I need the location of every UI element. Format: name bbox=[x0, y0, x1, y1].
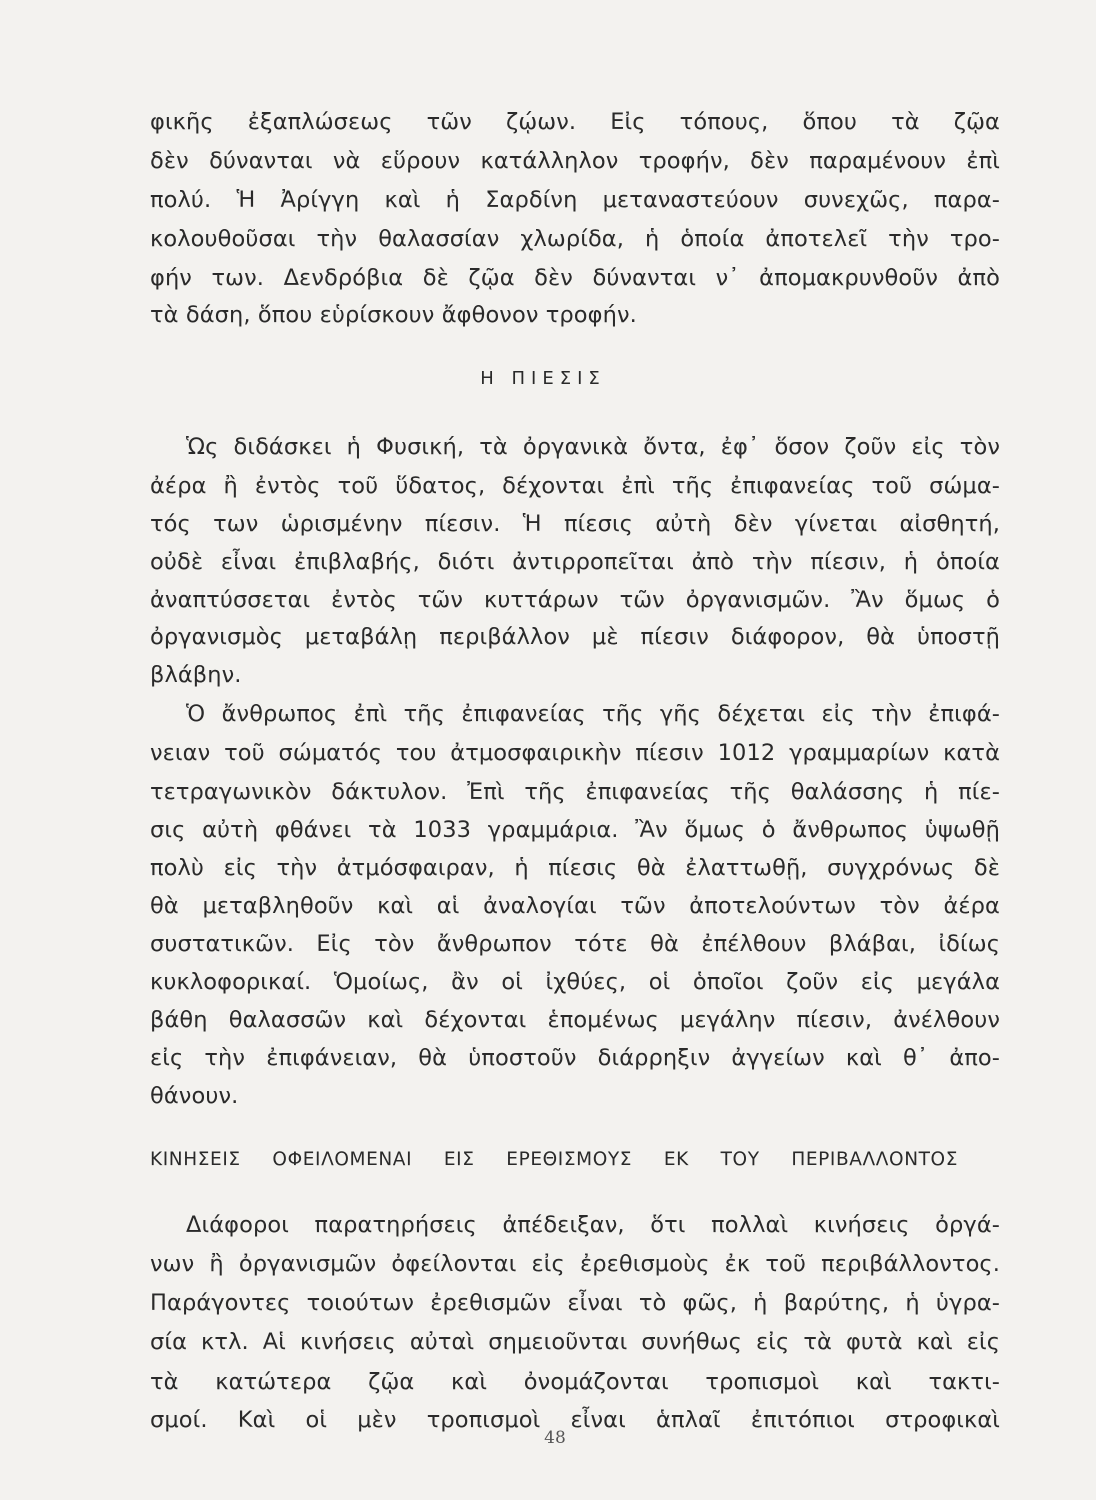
text-line: νων ἢ ὀργανισμῶν ὀφείλονται εἰς ἐρεθισμοὺς ἐκ τοῦ περιβάλλοντος. bbox=[150, 1251, 1000, 1277]
text-line: συστατικῶν. Εἰς τὸν ἄνθρωπον τότε θὰ ἐπέλθουν βλάβαι, ἰδίως bbox=[150, 931, 1000, 957]
text-line: Ὁ ἄνθρωπος ἐπὶ τῆς ἐπιφανείας τῆς γῆς δέχεται εἰς τὴν ἐπιφά- bbox=[186, 701, 1000, 727]
text-line: εἰς τὴν ἐπιφάνειαν, θὰ ὑποστοῦν διάρρηξιν ἀγγείων καὶ θ᾿ ἀπο- bbox=[150, 1045, 1000, 1071]
text-line: φήν των. Δενδρόβια δὲ ζῷα δὲν δύνανται ν᾿ ἀπομακρυνθοῦν ἀπὸ bbox=[150, 265, 1000, 291]
text-line: τὰ κατώτερα ζῷα καὶ ὀνομάζονται τροπισμοὶ καὶ τακτι- bbox=[150, 1369, 1000, 1395]
text-line: βλάβην. bbox=[150, 662, 242, 688]
text-line: τός των ὡρισμένην πίεσιν. Ἡ πίεσις αὐτὴ δὲν γίνεται αἰσθητή, bbox=[150, 511, 1000, 537]
text-line: βάθη θαλασσῶν καὶ δέχονται ἑπομένως μεγάλην πίεσιν, ἀνέλθουν bbox=[150, 1007, 1000, 1033]
text-line: φικῆς ἐξαπλώσεως τῶν ζῴων. Εἰς τόπους, ὅπου τὰ ζῷα bbox=[150, 109, 1000, 135]
text-line: σία κτλ. Αἱ κινήσεις αὐταὶ σημειοῦνται συνήθως εἰς τὰ φυτὰ καὶ εἰς bbox=[150, 1329, 1000, 1355]
page-number: 48 bbox=[544, 1428, 566, 1448]
section-heading: Η ΠΙΕΣΙΣ bbox=[480, 368, 606, 389]
text-line: σμοί. Καὶ οἱ μὲν τροπισμοὶ εἶναι ἁπλαῖ ἐπιτόπιοι στροφικαὶ bbox=[150, 1407, 1000, 1433]
text-line: πολύ. Ἡ Ἀρίγγη καὶ ἡ Σαρδίνη μεταναστεύουν συνεχῶς, παρα- bbox=[150, 187, 1000, 213]
text-line: ἀναπτύσσεται ἐντὸς τῶν κυττάρων τῶν ὀργανισμῶν. Ἂν ὅμως ὁ bbox=[150, 587, 1000, 613]
text-line: ἀέρα ἢ ἐντὸς τοῦ ὕδατος, δέχονται ἐπὶ τῆς ἐπιφανείας τοῦ σώμα- bbox=[150, 473, 1000, 499]
text-line: Ὡς διδάσκει ἡ Φυσική, τὰ ὀργανικὰ ὄντα, ἐφ᾿ ὅσον ζοῦν εἰς τὸν bbox=[186, 434, 1000, 460]
text-line: πολὺ εἰς τὴν ἀτμόσφαιραν, ἡ πίεσις θὰ ἐλαττωθῇ, συγχρόνως δὲ bbox=[150, 855, 1000, 881]
text-line: τὰ δάση, ὅπου εὑρίσκουν ἄφθονον τροφήν. bbox=[150, 302, 637, 328]
text-line: οὐδὲ εἶναι ἐπιβλαβής, διότι ἀντιρροπεῖται ἀπὸ τὴν πίεσιν, ἡ ὁποία bbox=[150, 549, 1000, 575]
text-line: θὰ μεταβληθοῦν καὶ αἱ ἀναλογίαι τῶν ἀποτελούντων τὸν ἀέρα bbox=[150, 893, 1000, 919]
text-line: κολουθοῦσαι τὴν θαλασσίαν χλωρίδα, ἡ ὁποία ἀποτελεῖ τὴν τρο- bbox=[150, 226, 1000, 252]
text-line: Παράγοντες τοιούτων ἐρεθισμῶν εἶναι τὸ φῶς, ἡ βαρύτης, ἡ ὑγρα- bbox=[150, 1290, 1000, 1316]
text-line: νειαν τοῦ σώματός του ἀτμοσφαιρικὴν πίεσιν 1012 γραμμαρίων κατὰ bbox=[150, 740, 1000, 766]
text-line: σις αὐτὴ φθάνει τὰ 1033 γραμμάρια. Ἂν ὅμως ὁ ἄνθρωπος ὑψωθῇ bbox=[150, 817, 1000, 843]
text-line: τετραγωνικὸν δάκτυλον. Ἐπὶ τῆς ἐπιφανείας τῆς θαλάσσης ἡ πίε- bbox=[150, 779, 1000, 805]
text-line: θάνουν. bbox=[150, 1083, 239, 1109]
section-heading: ΚΙΝΗΣΕΙΣ ΟΦΕΙΛΟΜΕΝΑΙ ΕΙΣ ΕΡΕΘΙΣΜΟΥΣ ΕΚ ΤΟΥ ΠΕΡΙΒΑΛΛΟΝΤΟΣ bbox=[150, 1149, 958, 1170]
text-line: Διάφοροι παρατηρήσεις ἀπέδειξαν, ὅτι πολλαὶ κινήσεις ὀργά- bbox=[186, 1212, 1000, 1238]
text-line: κυκλοφορικαί. Ὁμοίως, ἂν οἱ ἰχθύες, οἱ ὁποῖοι ζοῦν εἰς μεγάλα bbox=[150, 969, 1000, 995]
text-line: δὲν δύνανται νὰ εὕρουν κατάλληλον τροφήν, δὲν παραμένουν ἐπὶ bbox=[150, 148, 1000, 174]
text-line: ὀργανισμὸς μεταβάλῃ περιβάλλον μὲ πίεσιν διάφορον, θὰ ὑποστῇ bbox=[150, 624, 1000, 650]
